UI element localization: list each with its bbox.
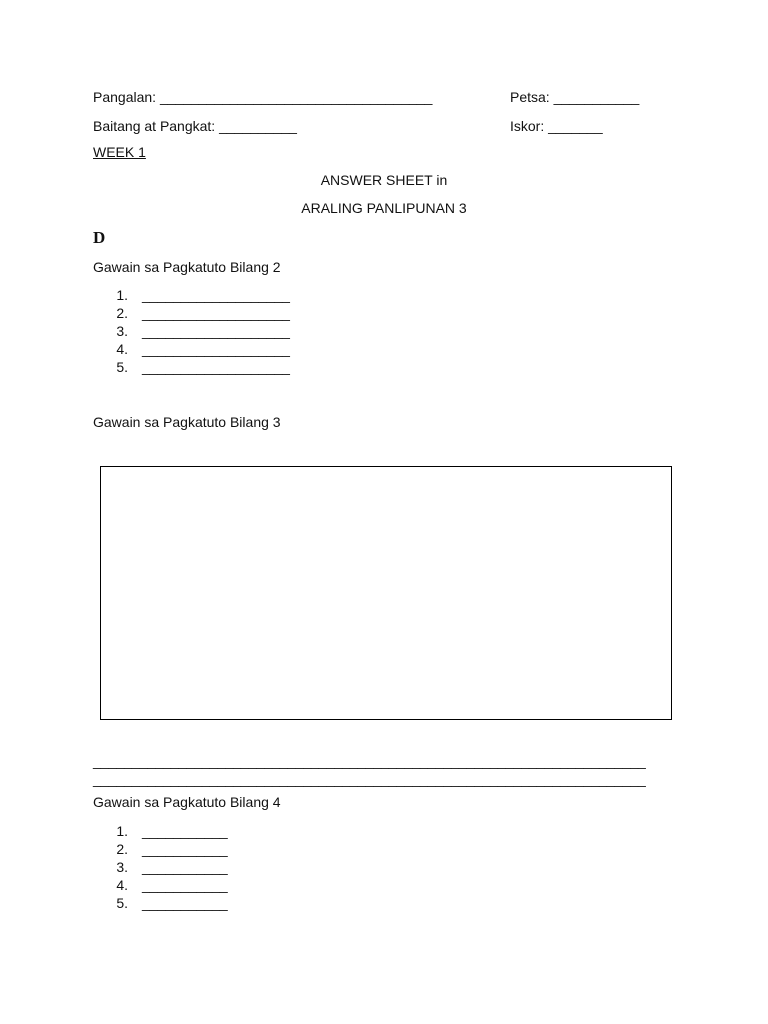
item-number: 3. — [116, 859, 128, 875]
answer-blank[interactable]: ___________ — [142, 841, 228, 857]
section-letter: D — [93, 228, 106, 247]
answer-blank[interactable]: ___________ — [142, 877, 228, 893]
answer-blank[interactable]: ___________________ — [142, 305, 290, 321]
item-number: 5. — [116, 359, 128, 375]
item-number: 5. — [116, 895, 128, 911]
date-field[interactable]: Petsa: ___________ — [510, 89, 640, 105]
activity-4-heading: Gawain sa Pagkatuto Bilang 4 — [93, 794, 281, 810]
title-line-2: ARALING PANLIPUNAN 3 — [301, 200, 467, 216]
list-item — [82, 894, 228, 912]
item-number: 2. — [116, 305, 128, 321]
list-item — [82, 286, 290, 304]
answer-blank[interactable]: ___________________ — [142, 287, 290, 303]
title-line-1: ANSWER SHEET in — [320, 172, 448, 188]
list-item — [82, 358, 290, 376]
list-item — [82, 340, 290, 358]
list-item — [82, 322, 290, 340]
answer-blank[interactable]: ___________________ — [142, 359, 290, 375]
item-number: 1. — [116, 823, 128, 839]
activity-4-list — [82, 822, 228, 912]
score-field[interactable]: Iskor: _______ — [510, 118, 603, 134]
list-item — [82, 822, 228, 840]
activity-3-heading: Gawain sa Pagkatuto Bilang 3 — [93, 414, 281, 430]
item-number: 3. — [116, 323, 128, 339]
list-item — [82, 304, 290, 322]
activity-2-list — [82, 286, 290, 376]
activity-3-drawing-box[interactable] — [100, 466, 672, 720]
activity-3-answer-line-1[interactable]: _______________________________________________________________________ — [93, 753, 646, 769]
answer-blank[interactable]: ___________________ — [142, 323, 290, 339]
grade-section-field[interactable]: Baitang at Pangkat: __________ — [93, 118, 297, 134]
list-item — [82, 840, 228, 858]
list-item — [82, 858, 228, 876]
item-number: 4. — [116, 341, 128, 357]
item-number: 1. — [116, 287, 128, 303]
week-label: WEEK 1 — [93, 144, 146, 160]
name-field[interactable]: Pangalan: ___________________________________ — [93, 89, 433, 105]
answer-blank[interactable]: ___________ — [142, 895, 228, 911]
item-number: 2. — [116, 841, 128, 857]
activity-2-heading: Gawain sa Pagkatuto Bilang 2 — [93, 259, 281, 275]
answer-blank[interactable]: ___________________ — [142, 341, 290, 357]
activity-3-answer-line-2[interactable]: _______________________________________________________________________ — [93, 771, 646, 787]
answer-blank[interactable]: ___________ — [142, 859, 228, 875]
list-item — [82, 876, 228, 894]
item-number: 4. — [116, 877, 128, 893]
answer-blank[interactable]: ___________ — [142, 823, 228, 839]
